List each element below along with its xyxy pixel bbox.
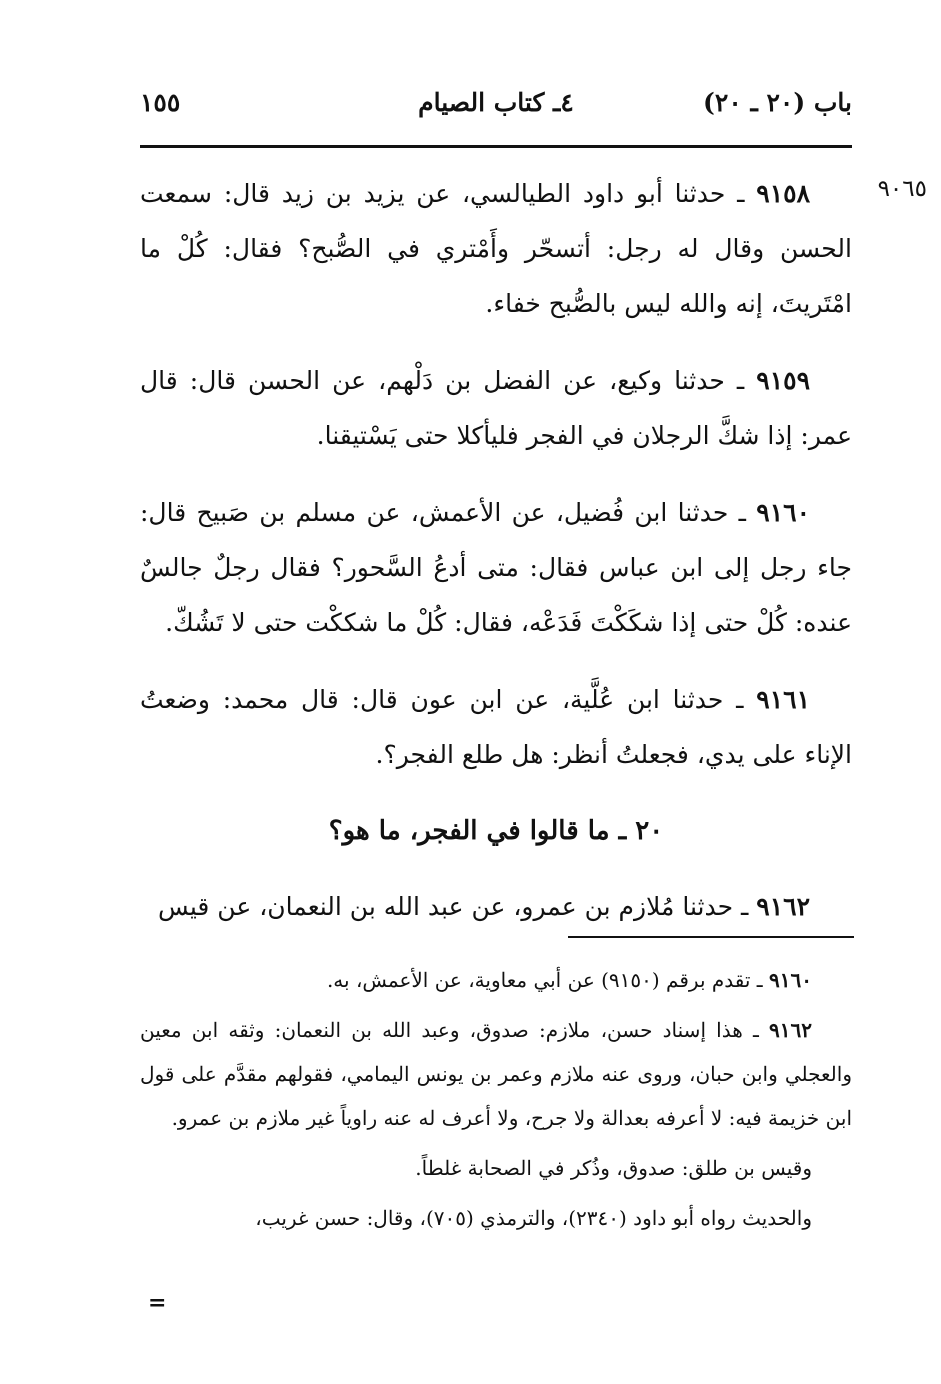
page-number: ١٥٥ — [140, 88, 181, 117]
hadith-paragraph — [140, 879, 852, 934]
hadith-number: ٩١٦١ — [756, 685, 810, 714]
hadith-paragraph — [140, 672, 852, 782]
footnote-number: ٩١٦٠ — [769, 968, 812, 992]
hadith-text: ـ حدثنا وكيع، عن الفضل بن دَلْهم، عن الحسن قال: قال عمر: إذا شكَّ الرجلان في الفجر فليأكلا حتى يَسْتيقنا. — [140, 366, 852, 450]
footnote-text: والحديث رواه أبو داود (٢٣٤٠)، والترمذي (٧٠٥)، وقال: حسن غريب، — [255, 1206, 812, 1230]
hadith-text: ـ حدثنا أبو داود الطيالسي، عن يزيد بن زيد قال: سمعت الحسن وقال له رجل: أتسحّر وأَمْتري في الصُّبح؟ فقال: كُلْ ما امْتَريتَ، إنه والله ليس بالصُّبح خفاء. — [140, 179, 852, 318]
footnote — [140, 958, 852, 1002]
header-rule — [140, 145, 852, 148]
page-header — [140, 88, 852, 128]
footnote-rule — [568, 936, 854, 938]
chapter-heading: باب (٢٠ ـ ٢٠) — [703, 88, 852, 117]
hadith-number: ٩١٥٨ — [756, 179, 810, 208]
footnote — [140, 1146, 852, 1190]
section-title: ٢٠ ـ ما قالوا في الفجر، ما هو؟ — [328, 816, 664, 846]
hadith-number: ٩١٦٠ — [756, 498, 810, 527]
hadith-text: ـ حدثنا ابن فُضيل، عن الأعمش، عن مسلم بن صَبيح قال: جاء رجل إلى ابن عباس فقال: متى أدعُ السَّحور؟ فقال رجلٌ جالسٌ عنده: كُلْ حتى إذا شكَكْتَ فَدَعْه، فقال: كُلْ ما شككْت حتى لا تَشُكّ. — [140, 498, 852, 637]
footnote — [140, 1008, 852, 1140]
hadith-number: ٩١٥٩ — [756, 366, 810, 395]
continuation-mark: = — [148, 1290, 167, 1316]
hadith-text: ـ حدثنا ابن عُلَّية، عن ابن عون قال: قال محمد: وضعتُ الإناء على يدي، فجعلتُ أنظر: هل طلع الفجر؟. — [140, 685, 852, 769]
footnote-text: ـ تقدم برقم (٩١٥٠) عن أبي معاوية، عن الأعمش، به. — [326, 968, 763, 992]
footnote — [140, 1196, 852, 1240]
hadith-paragraph — [140, 166, 852, 331]
footnote-number: ٩١٦٢ — [769, 1018, 812, 1042]
footnote-text: وقيس بن طلق: صدوق، وذُكر في الصحابة غلطاً. — [415, 1156, 812, 1180]
hadith-text: ـ حدثنا مُلازم بن عمرو، عن عبد الله بن النعمان، عن قيس — [157, 892, 749, 921]
main-text — [140, 166, 852, 956]
hadith-paragraph — [140, 353, 852, 463]
book-title: ٤ـ كتاب الصيام — [418, 88, 574, 117]
footnote-text: ـ هذا إسناد حسن، ملازم: صدوق، وعبد الله بن النعمان: وثقه ابن معين والعجلي وابن حبان، وروى عنه ملازم وعمر بن يونس اليمامي، فقولهم مقدَّم على قول ابن خزيمة فيه: لا أعرفه بعدالة ولا جرح، ولا أعرف له عنه راوياً غير ملازم بن عمرو. — [140, 1018, 852, 1130]
margin-number: ٩٠٦٥ — [877, 176, 927, 202]
hadith-paragraph — [140, 485, 852, 650]
footnotes — [140, 958, 852, 1246]
hadith-number: ٩١٦٢ — [756, 892, 810, 921]
